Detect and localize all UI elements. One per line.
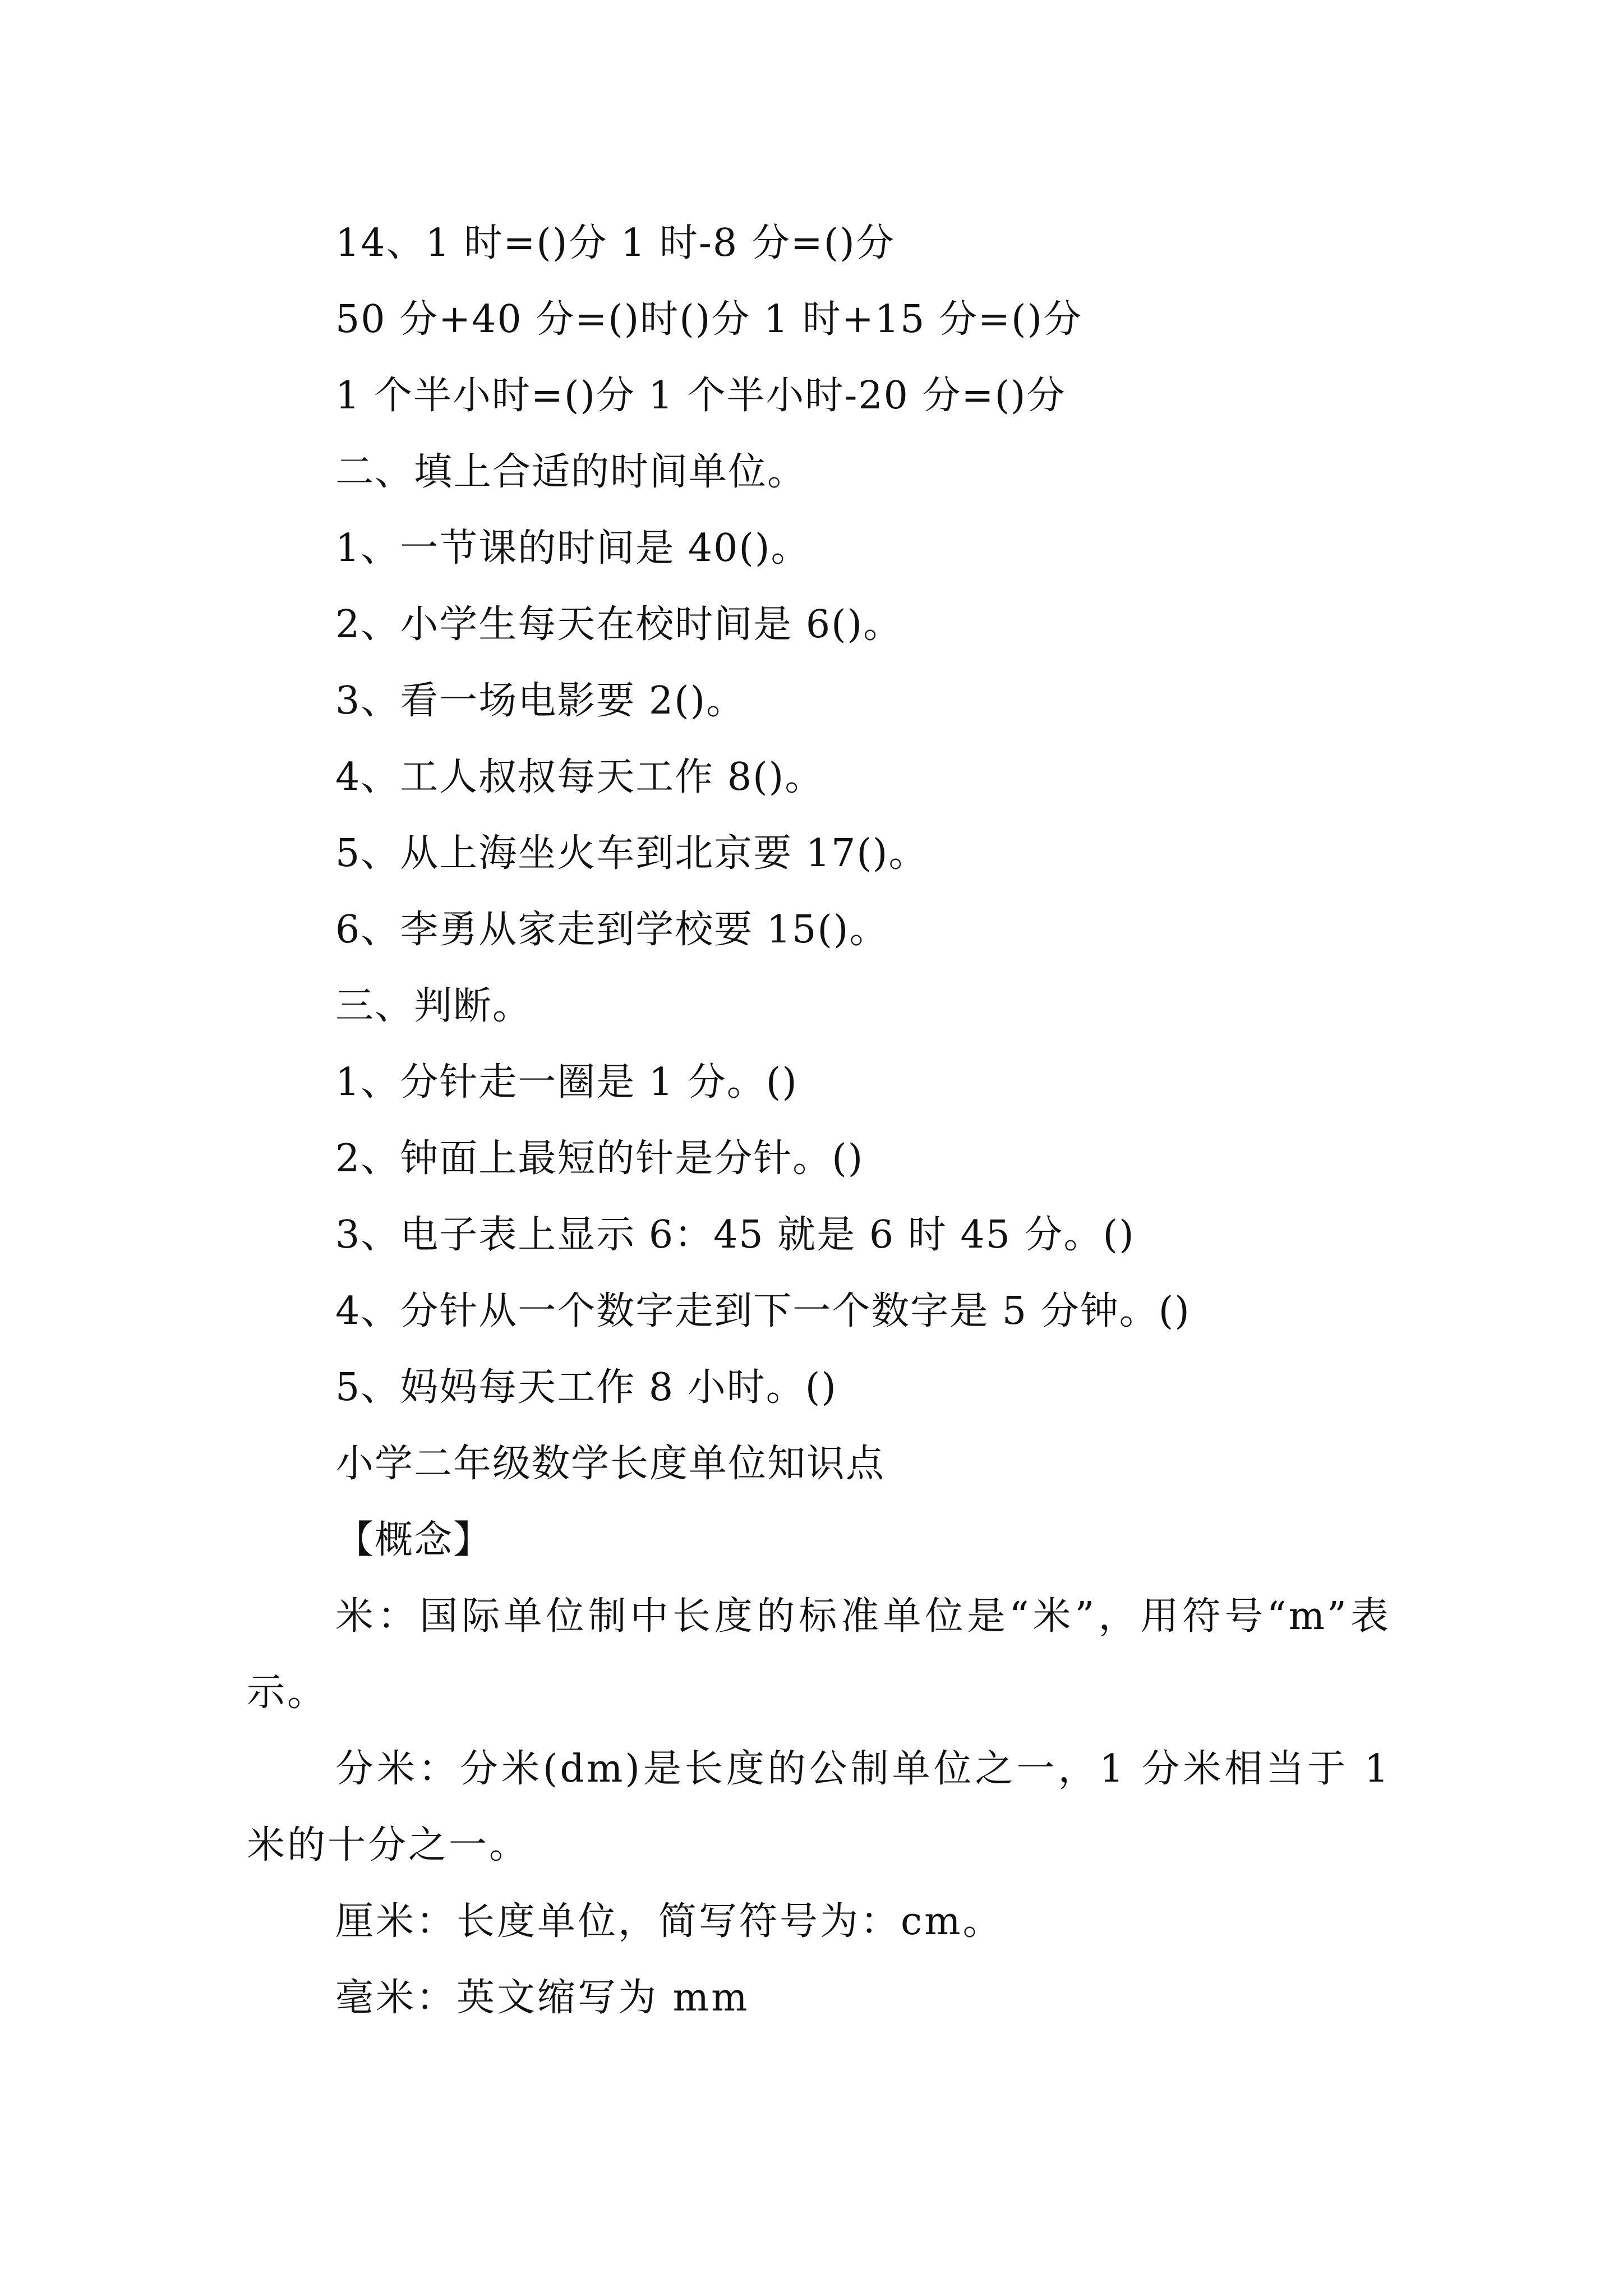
section-heading: 二、填上合适的时间单位。 <box>335 450 807 494</box>
text-line: 5、妈妈每天工作 8 小时。() <box>335 1365 837 1410</box>
definition-millimeter: 毫米：英文缩写为 mm <box>335 1976 750 2020</box>
document-subtitle: 小学二年级数学长度单位知识点 <box>335 1442 886 1486</box>
text-line: 2、小学生每天在校时间是 6()。 <box>335 602 903 647</box>
text-line: 2、钟面上最短的针是分针。() <box>335 1137 864 1181</box>
text-line: 3、电子表上显示 6：45 就是 6 时 45 分。() <box>335 1213 1135 1257</box>
definition-decimeter: 分米：分米(dm)是长度的公制单位之一，1 分米相当于 1 米的十分之一。 <box>247 1747 1391 1867</box>
text-line: 6、李勇从家走到学校要 15()。 <box>335 908 889 952</box>
definition-centimeter: 厘米：长度单位，简写符号为：cm。 <box>335 1899 1003 1944</box>
section-heading: 三、判断。 <box>335 984 532 1028</box>
text-line: 3、看一场电影要 2()。 <box>335 679 746 723</box>
text-line: 1 个半小时=()分 1 个半小时-20 分=()分 <box>335 374 1066 418</box>
text-line: 1、一节课的时间是 40()。 <box>335 526 810 570</box>
text-line: 50 分+40 分=()时()分 1 时+15 分=()分 <box>335 297 1083 342</box>
text-line: 14、1 时=()分 1 时-8 分=()分 <box>335 221 895 265</box>
text-line: 4、分针从一个数字走到下一个数字是 5 分钟。() <box>335 1289 1191 1333</box>
text-line: 5、从上海坐火车到北京要 17()。 <box>335 831 928 876</box>
concept-heading: 【概念】 <box>335 1518 493 1562</box>
text-line: 4、工人叔叔每天工作 8()。 <box>335 755 824 799</box>
text-line: 1、分针走一圈是 1 分。() <box>335 1060 798 1105</box>
definition-meter: 米：国际单位制中长度的标准单位是“米”，用符号“m”表示。 <box>247 1594 1391 1715</box>
